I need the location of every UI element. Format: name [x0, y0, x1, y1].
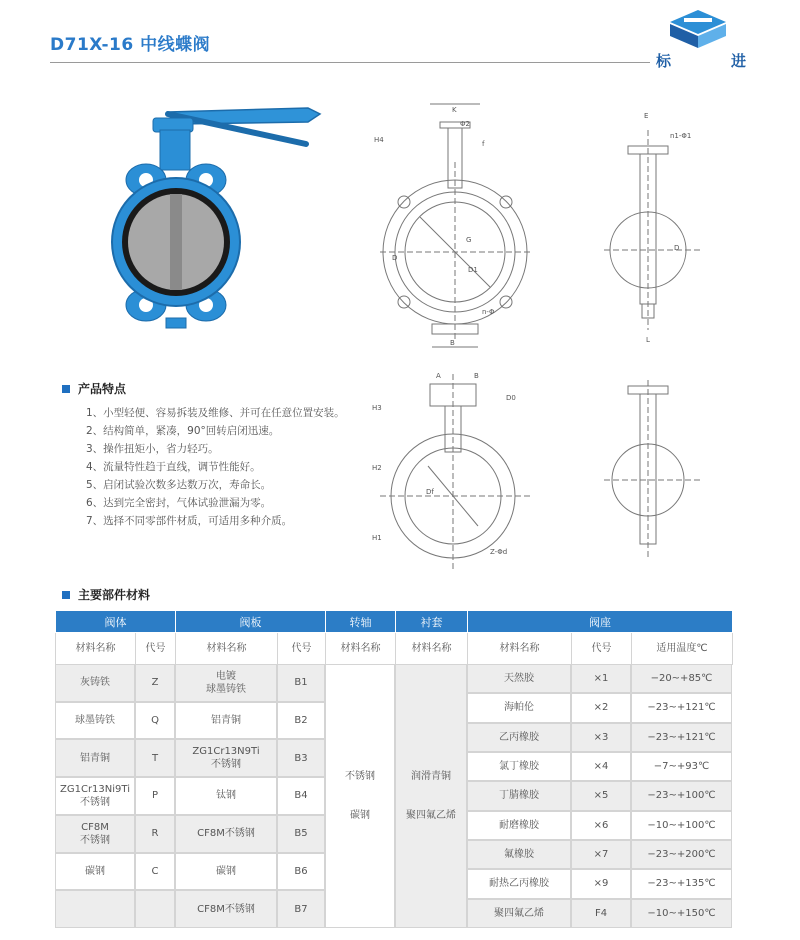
dim-label: H1: [372, 534, 382, 542]
features-list: [86, 404, 345, 530]
disc-material-code: B7: [277, 890, 325, 928]
seat-temperature: −10~+100℃: [631, 811, 732, 840]
body-material-code: Z: [135, 664, 175, 702]
body-material-code: C: [135, 853, 175, 891]
dim-label: D1: [468, 266, 478, 274]
dim-label: B: [450, 339, 455, 347]
seat-material-code: ×5: [571, 781, 631, 810]
materials-heading-text: 主要部件材料: [78, 588, 151, 602]
dim-label: H4: [374, 136, 384, 144]
column-header: 代号: [572, 633, 632, 665]
materials-table: [55, 610, 733, 665]
page-title: D71X-16 中线蝶阀: [50, 35, 211, 55]
body-material-name: [55, 890, 135, 928]
column-header: 材料名称: [468, 633, 572, 665]
disc-material-name: 电镀 球墨铸铁: [175, 664, 277, 702]
seat-temperature: −7~+93℃: [631, 752, 732, 781]
seat-temperature: −10~+150℃: [631, 899, 732, 928]
body-material-code: P: [135, 777, 175, 815]
dim-label: Z-Φd: [490, 548, 508, 556]
body-material-code: R: [135, 815, 175, 853]
seat-material-name: 氟橡胶: [467, 840, 571, 869]
body-material-name: ZG1Cr13Ni9Ti 不锈钢: [55, 777, 135, 815]
dim-label: B: [474, 372, 479, 380]
dim-label: n-Φ: [482, 308, 495, 316]
column-header: 代号: [136, 633, 176, 665]
dim-label: D: [392, 254, 398, 262]
disc-material-code: B5: [277, 815, 325, 853]
shaft-materials: 不锈钢 碳钢: [325, 664, 395, 928]
column-header: 材料名称: [396, 633, 468, 665]
seat-temperature: −23~+121℃: [631, 723, 732, 752]
body-material-name: 碳钢: [55, 853, 135, 891]
seat-material-code: F4: [571, 899, 631, 928]
disc-material-name: CF8M不锈钢: [175, 815, 277, 853]
dim-label: A: [436, 372, 441, 380]
body-material-name: 铝青铜: [55, 739, 135, 777]
group-header-bushing: 衬套: [396, 611, 468, 633]
group-header-body: 阀体: [56, 611, 176, 633]
seat-temperature: −20~+85℃: [631, 664, 732, 693]
dim-label: H2: [372, 464, 382, 472]
list-item: 1、小型轻便、容易拆装及维修、并可在任意位置安装。: [86, 407, 345, 419]
disc-material-name: 碳钢: [175, 853, 277, 891]
list-item: 5、启闭试验次数多达数万次，寿命长。: [86, 479, 272, 491]
dim-label: G: [466, 236, 472, 244]
flanged-front-view-drawing: [370, 370, 530, 575]
list-item: 4、流量特性趋于直线，调节性能好。: [86, 461, 261, 473]
side-view-drawing: [600, 110, 710, 350]
seat-material-code: ×3: [571, 723, 631, 752]
list-item: 3、操作扭矩小，省力轻巧。: [86, 443, 219, 455]
body-material-code: [135, 890, 175, 928]
column-header: 代号: [278, 633, 326, 665]
seat-material-code: ×2: [571, 693, 631, 722]
seat-material-code: ×9: [571, 869, 631, 898]
logo-char-1: 标: [656, 52, 672, 70]
list-item: 7、选择不同零部件材质，可适用多种介质。: [86, 515, 293, 527]
body-material-name: 灰铸铁: [55, 664, 135, 702]
materials-table-body: [55, 664, 732, 928]
seat-temperature: −23~+121℃: [631, 693, 732, 722]
dim-label: Φ2: [460, 120, 470, 128]
list-item: 2、结构简单，紧凑，90°回转启闭迅速。: [86, 425, 280, 437]
column-header: 材料名称: [56, 633, 136, 665]
dim-label: n1-Φ1: [670, 132, 692, 140]
logo-char-2: 进: [730, 52, 746, 70]
body-material-code: Q: [135, 702, 175, 740]
seat-material-name: 聚四氟乙烯: [467, 899, 571, 928]
seat-material-name: 氯丁橡胶: [467, 752, 571, 781]
bushing-materials: 润滑青铜 聚四氟乙烯: [395, 664, 467, 928]
seat-temperature: −23~+135℃: [631, 869, 732, 898]
disc-material-code: B3: [277, 739, 325, 777]
flanged-side-view-drawing: [600, 380, 710, 560]
valve-product-image: [108, 100, 338, 335]
dim-label: D: [674, 244, 680, 252]
group-header-disc: 阀板: [176, 611, 326, 633]
group-header-shaft: 转轴: [326, 611, 396, 633]
dim-label: L: [646, 336, 650, 344]
seat-material-name: 耐磨橡胶: [467, 811, 571, 840]
seat-material-name: 海帕伦: [467, 693, 571, 722]
dim-label: f: [482, 140, 485, 148]
seat-material-name: 乙丙橡胶: [467, 723, 571, 752]
disc-material-name: 钛钢: [175, 777, 277, 815]
body-material-name: CF8M 不锈钢: [55, 815, 135, 853]
materials-heading: [62, 586, 150, 603]
features-heading-text: 产品特点: [78, 382, 127, 396]
body-material-code: T: [135, 739, 175, 777]
seat-temperature: −23~+200℃: [631, 840, 732, 869]
body-material-name: 球墨铸铁: [55, 702, 135, 740]
seat-material-name: 耐热乙丙橡胶: [467, 869, 571, 898]
column-header: 材料名称: [176, 633, 278, 665]
disc-material-name: ZG1Cr13N9Ti 不锈钢: [175, 739, 277, 777]
seat-material-name: 丁腈橡胶: [467, 781, 571, 810]
disc-material-name: CF8M不锈钢: [175, 890, 277, 928]
front-view-drawing: [370, 102, 530, 350]
seat-material-code: ×1: [571, 664, 631, 693]
seat-material-name: 天然胶: [467, 664, 571, 693]
disc-material-code: B1: [277, 664, 325, 702]
disc-material-code: B6: [277, 853, 325, 891]
disc-material-code: B2: [277, 702, 325, 740]
dim-label: Df: [426, 488, 434, 496]
column-header: 适用温度℃: [632, 633, 733, 665]
dim-label: K: [452, 106, 457, 114]
disc-material-name: 铝青铜: [175, 702, 277, 740]
seat-material-code: ×4: [571, 752, 631, 781]
section-bullet-icon: [62, 385, 70, 393]
list-item: 6、达到完全密封，气体试验泄漏为零。: [86, 497, 272, 509]
column-header: 材料名称: [326, 633, 396, 665]
title-divider: [50, 62, 650, 63]
seat-material-code: ×6: [571, 811, 631, 840]
section-bullet-icon: [62, 591, 70, 599]
group-header-seat: 阀座: [468, 611, 733, 633]
disc-material-code: B4: [277, 777, 325, 815]
seat-material-code: ×7: [571, 840, 631, 869]
features-heading: [62, 380, 126, 397]
dim-label: H3: [372, 404, 382, 412]
dim-label: D0: [506, 394, 516, 402]
logo-wordmark: [656, 50, 746, 71]
seat-temperature: −23~+100℃: [631, 781, 732, 810]
dim-label: E: [644, 112, 649, 120]
